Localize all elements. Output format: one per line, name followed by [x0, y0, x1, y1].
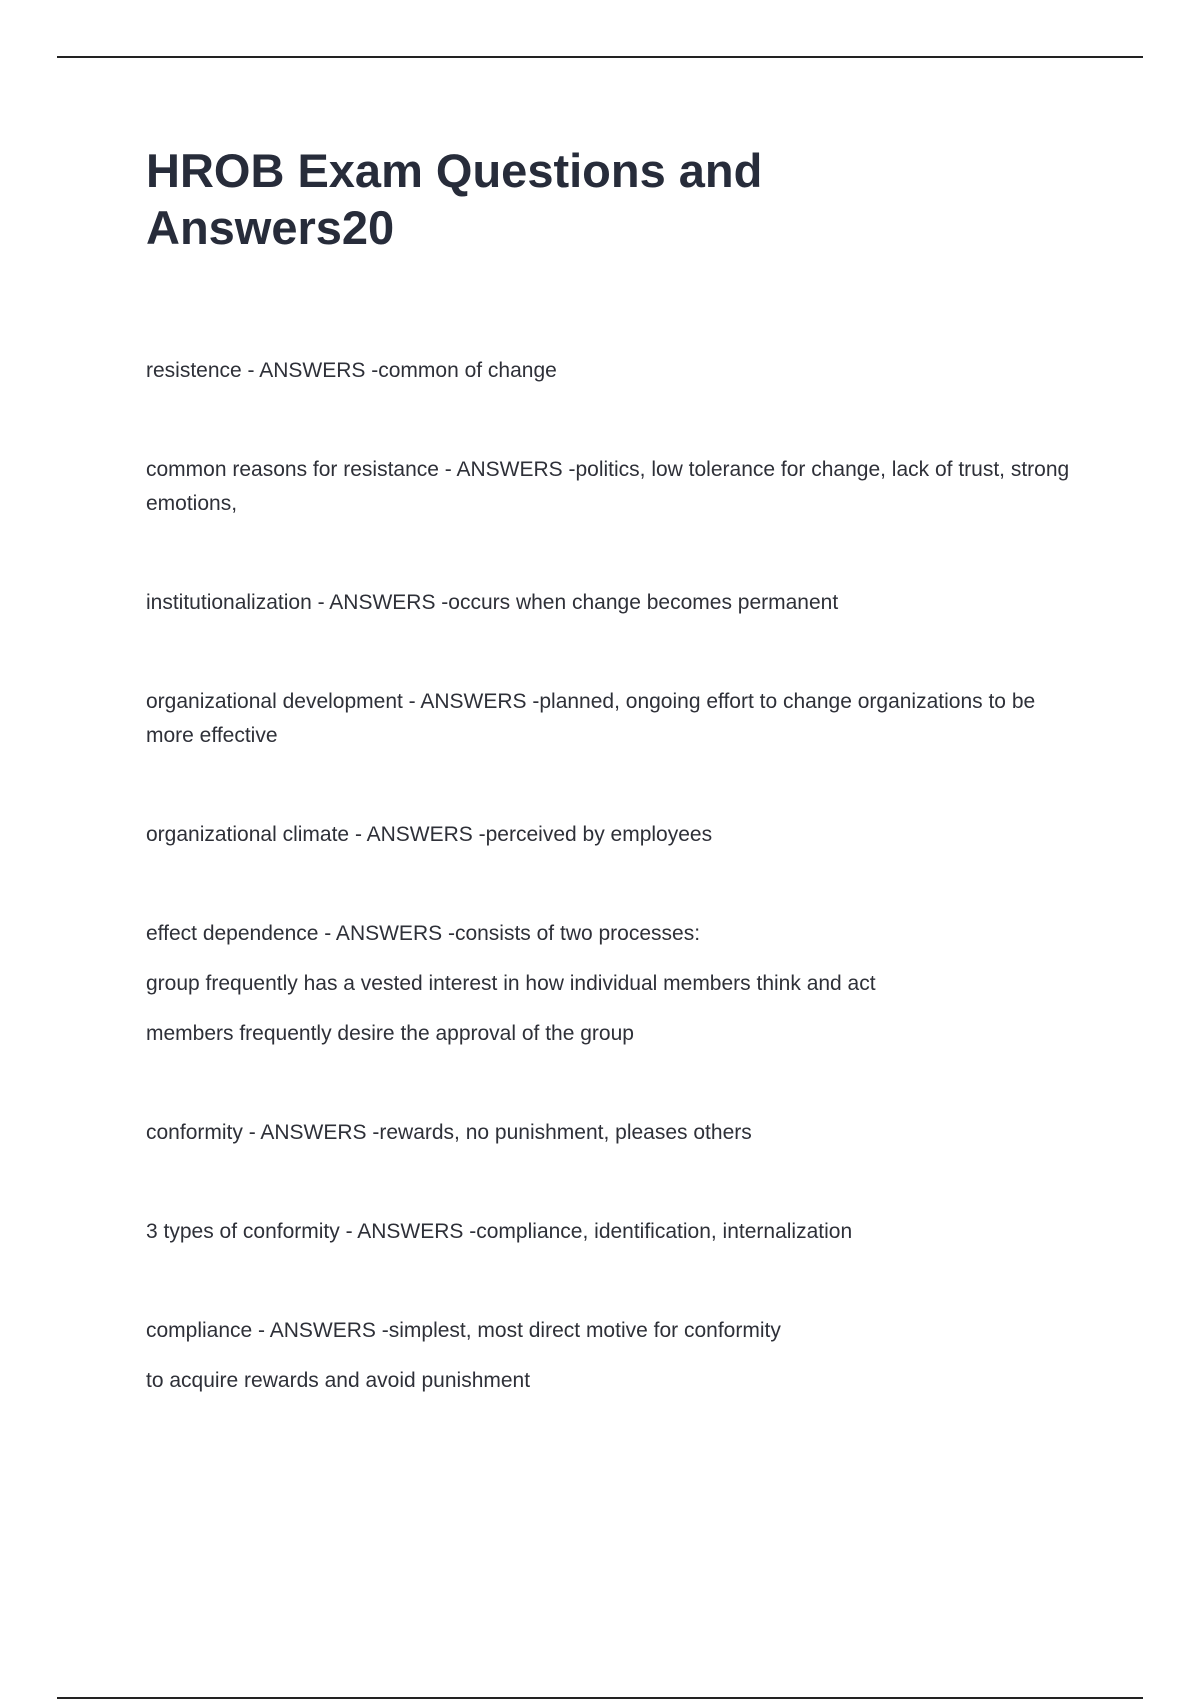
qa-line: organizational climate - ANSWERS -perceived by employees	[146, 823, 713, 846]
qa-line: to acquire rewards and avoid punishment	[146, 1369, 531, 1392]
bottom-divider	[57, 1697, 1143, 1699]
qa-item	[146, 917, 1086, 1051]
qa-item	[146, 586, 1086, 620]
top-divider	[57, 56, 1143, 58]
qa-list	[146, 354, 1086, 1463]
qa-line: conformity - ANSWERS -rewards, no punishment, pleases others	[146, 1121, 752, 1144]
qa-line: members frequently desire the approval of the group	[146, 1022, 634, 1045]
qa-line: institutionalization - ANSWERS -occurs when change becomes permanent	[146, 591, 839, 614]
qa-line: compliance - ANSWERS -simplest, most direct motive for conformity	[146, 1319, 781, 1342]
qa-line: effect dependence - ANSWERS -consists of two processes:	[146, 922, 701, 945]
qa-item	[146, 685, 1086, 753]
qa-item	[146, 1314, 1086, 1398]
qa-line: common reasons for resistance - ANSWERS -politics, low tolerance for change, lack of trust, strong emotions,	[146, 458, 1070, 515]
qa-item	[146, 453, 1086, 521]
qa-line: organizational development - ANSWERS -planned, ongoing effort to change organizations to be more effective	[146, 690, 1036, 747]
qa-line: 3 types of conformity - ANSWERS -compliance, identification, internalization	[146, 1220, 853, 1243]
qa-line: group frequently has a vested interest in how individual members think and act	[146, 972, 876, 995]
qa-item	[146, 354, 1086, 388]
qa-item	[146, 818, 1086, 852]
qa-line: resistence - ANSWERS -common of change	[146, 359, 557, 382]
page-title: HROB Exam Questions and Answers20	[146, 144, 763, 254]
qa-item	[146, 1116, 1086, 1150]
qa-item	[146, 1215, 1086, 1249]
